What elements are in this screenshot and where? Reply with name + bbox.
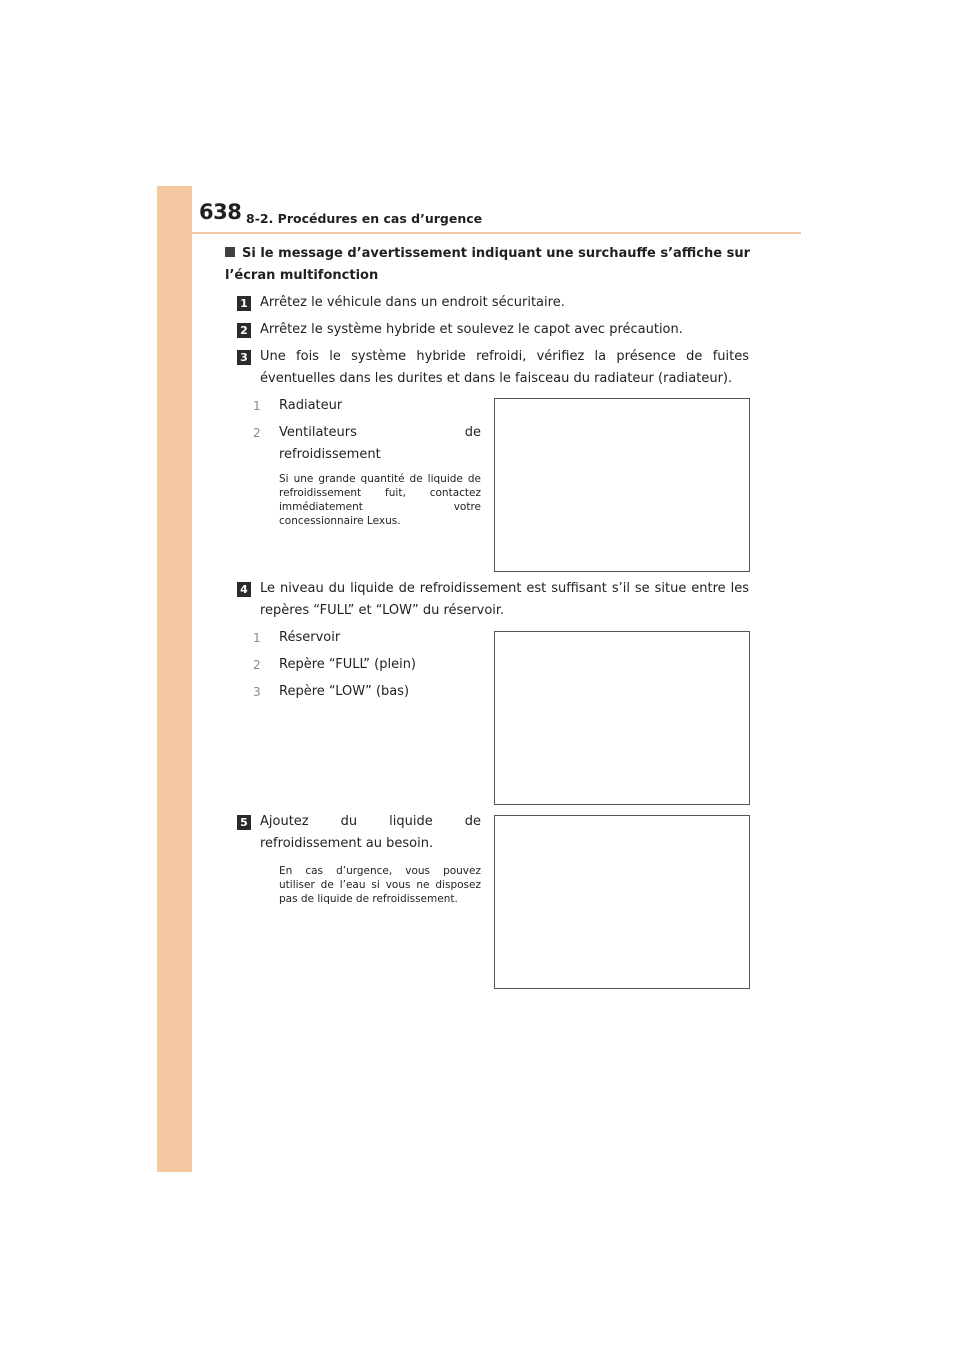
section-title: 8-2. Procédures en cas d’urgence xyxy=(246,211,483,226)
step-badge: 5 xyxy=(237,815,251,830)
step-badge: 1 xyxy=(237,296,251,311)
legend-step3 xyxy=(253,395,481,471)
legend-label: Repère “LOW” (bas) xyxy=(279,684,410,699)
legend-item xyxy=(253,627,481,649)
note-step5: En cas d’urgence, vous pouvez utiliser de l’eau si vous ne disposez pas de liquide de refroidissement. xyxy=(279,865,481,905)
step-text: Arrêtez le véhicule dans un endroit sécuritaire. xyxy=(260,295,565,310)
legend-item xyxy=(253,681,481,703)
step-badge: 2 xyxy=(237,323,251,338)
step-text: Arrêtez le système hybride et soulevez le capot avec précaution. xyxy=(260,322,683,337)
legend-number: 3 xyxy=(253,685,261,699)
side-tab-bar xyxy=(157,186,192,1172)
step-text: Le niveau du liquide de refroidissement est suffisant s’il se situe entre les repères “FULL” et “LOW” du réservoir. xyxy=(260,581,749,618)
legend-label: Réservoir xyxy=(279,630,341,645)
step-text: Ajoutez du liquide de refroidissement au besoin. xyxy=(260,814,481,851)
header-rule xyxy=(192,232,801,234)
step-5 xyxy=(237,811,481,855)
step-text: Une fois le système hybride refroidi, vérifiez la présence de fuites éventuelles dans les durites et dans le faisceau du radiateur (radiateur). xyxy=(260,349,749,386)
step-badge: 4 xyxy=(237,582,251,597)
page-number: 638 xyxy=(199,200,242,224)
legend-number: 2 xyxy=(253,658,261,672)
legend-item xyxy=(253,422,481,466)
step-1 xyxy=(237,292,749,314)
radiator-figure xyxy=(494,398,750,572)
legend-label: Ventilateurs de refroidissement xyxy=(279,425,481,462)
coolant-fill-figure xyxy=(494,815,750,989)
legend-label: Repère “FULL” (plein) xyxy=(279,657,417,672)
section-heading xyxy=(225,243,750,287)
step-4 xyxy=(237,578,749,622)
heading-text: Si le message d’avertissement indiquant une surchauffe s’affiche sur l’écran multifonction xyxy=(225,246,751,283)
step-3 xyxy=(237,346,749,390)
step-2 xyxy=(237,319,749,341)
reservoir-figure xyxy=(494,631,750,805)
legend-number: 1 xyxy=(253,399,261,413)
legend-number: 2 xyxy=(253,426,261,440)
step-badge: 3 xyxy=(237,350,251,365)
legend-step4 xyxy=(253,627,481,708)
legend-number: 1 xyxy=(253,631,261,645)
legend-label: Radiateur xyxy=(279,398,343,413)
legend-item xyxy=(253,654,481,676)
legend-item xyxy=(253,395,481,417)
note-step3: Si une grande quantité de liquide de refroidissement fuit, contactez immédiatement votre concessionnaire Lexus. xyxy=(279,473,481,527)
bullet-square-icon xyxy=(225,247,235,257)
